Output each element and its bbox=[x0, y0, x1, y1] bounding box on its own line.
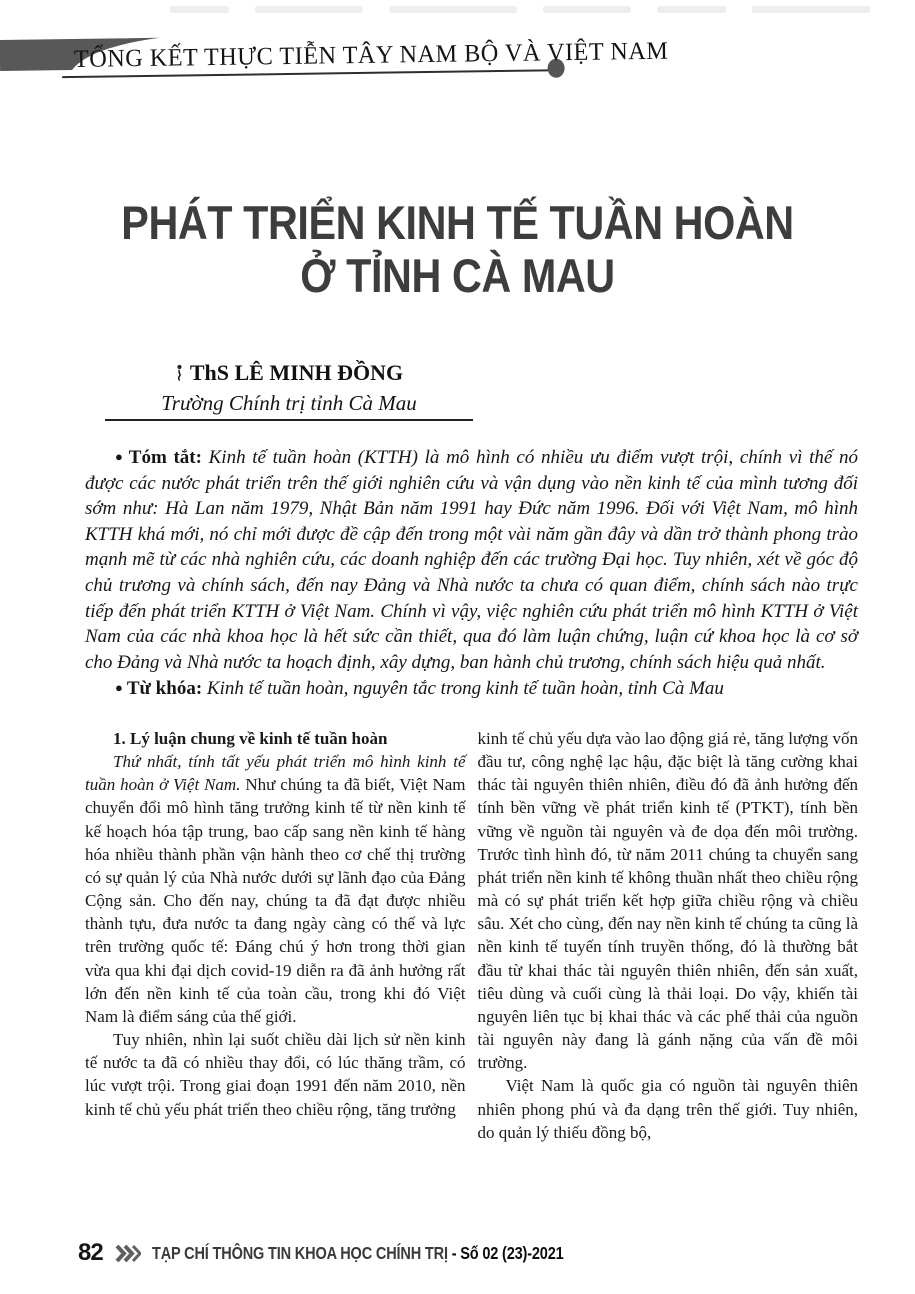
abstract-label: Tóm tắt: bbox=[128, 447, 202, 468]
keywords-bullet-icon: ● bbox=[115, 680, 123, 696]
footer-chevrons-icon bbox=[114, 1244, 141, 1263]
author-ornament-icon bbox=[175, 362, 184, 388]
section1-heading: 1. Lý luận chung về kinh tế tuần hoàn bbox=[113, 729, 388, 748]
abstract-section bbox=[85, 444, 858, 702]
page-bleed-artifact bbox=[170, 6, 870, 16]
abstract-bullet-icon: ● bbox=[115, 449, 125, 464]
paragraph1-rest: Như chúng ta đã biết, Việt Nam chuyển đổi mô hình tăng trưởng kinh tế từ nền kinh tế kế hoạch hóa tập trung, bao cấp sang nền kinh tế hàng hóa nhiều thành phần vận hành theo cơ chế thị trường có sự quản lý của Nhà nước dưới sự lãnh đạo của Đảng Cộng sản. Cho đến nay, chúng ta đã đạt được nhiều thành tựu, đưa nước ta đang ngày càng có thế và lực trên trường quốc tế: Đáng chú ý hơn trong thời gian vừa qua khi đại dịch covid-19 diễn ra đã ảnh hưởng rất lớn đến nền kinh tế của toàn cầu, trong khi đó Việt Nam là điểm sáng của thế giới. bbox=[85, 775, 466, 1026]
body-column-left bbox=[85, 727, 466, 1219]
article-title-line2: Ở TỈNH CÀ MAU bbox=[300, 249, 615, 302]
journal-section-header bbox=[0, 27, 669, 94]
footer-issue-number: - Số 02 (23)-2021 bbox=[451, 1242, 564, 1263]
page-footer bbox=[78, 1238, 648, 1268]
abstract-text: Kinh tế tuần hoàn (KTTH) là mô hình có nhiều ưu điểm vượt trội, chính vì thế nó được các nước phát triển trên thế giới nghiên cứu và vận dụng vào nền kinh tế của mình tương đối sớm như: Hà Lan năm 1979, Nhật Bản năm 1991 hay Đức năm 1996. Đối với Việt Nam, mô hình KTTH khá mới, nó chỉ mới được đề cập đến trong một vài năm gần đây và dần trở thành phong trào mạnh mẽ từ các nhà nghiên cứu, các doanh nghiệp đến các trường Đại học. Tuy nhiên, xét về góc độ chủ trương và chính sách, đến nay Đảng và Nhà nước ta chưa có quan điểm, chính sách nào trực tiếp đến phát triển KTTH ở Việt Nam. Chính vì vậy, việc nghiên cứu phát triển mô hình KTTH ở Việt Nam của các nhà khoa học là hết sức cần thiết, qua đó làm luận chứng, luận cứ khoa học là cơ sở cho Đảng và Nhà nước ta hoạch định, xây dựng, ban hành chủ trương, chính sách hiệu quả nhất. bbox=[85, 447, 858, 673]
keywords-label: Từ khóa: bbox=[126, 678, 203, 700]
page-number: 82 bbox=[78, 1239, 103, 1266]
article-title-line1: PHÁT TRIỂN KINH TẾ TUẦN HOÀN bbox=[121, 196, 794, 249]
footer-journal-title: TẠP CHÍ THÔNG TIN KHOA HỌC CHÍNH TRỊ bbox=[151, 1242, 448, 1263]
keywords-text: Kinh tế tuần hoàn, nguyên tắc trong kinh tế tuần hoàn, tỉnh Cà Mau bbox=[202, 678, 724, 700]
keywords-line bbox=[85, 675, 858, 702]
body-paragraph-3: kinh tế chủ yếu dựa vào lao động giá rẻ, tăng lượng vốn đầu tư, công nghệ lạc hậu, đặc biệt là tăng cường khai thác tài nguyên thiên nhiên, điều đó đã ảnh hưởng đến tính bền vững về phát triển kinh tế (PTKT), tính bền vững về nguồn tài nguyên và đe dọa đến môi trường. Trước tình hình đó, từ năm 2011 chúng ta chuyển sang phát triển nền kinh tế không thuần nhất theo chiều rộng mà có sự phát triển kết hợp giữa chiều rộng và chiều sâu. Xét cho cùng, đến nay nền kinh tế chúng ta cũng là nền kinh tế tuyến tính truyền thống, đó là thường bắt đầu từ khai thác tài nguyên thiên nhiên, đến sản xuất, tiêu dùng và cuối cùng là thải loại. Do vậy, khiến tài nguyên liên tục bị khai thác và các phế thải của nguồn tài nguyên này đang là gánh nặng của vấn đề môi trường. bbox=[477, 729, 858, 1073]
article-title bbox=[55, 196, 860, 302]
body-paragraph-4: Việt Nam là quốc gia có nguồn tài nguyên thiên nhiên phong phú và đa dạng trên thế giới. Tuy nhiên, do quản lý thiếu đồng bộ, bbox=[477, 1076, 858, 1142]
body-paragraph-1 bbox=[85, 750, 466, 1028]
author-affiliation: Trường Chính trị tỉnh Cà Mau bbox=[161, 391, 417, 415]
body-columns bbox=[85, 727, 858, 1219]
footer-journal-line bbox=[152, 1243, 564, 1264]
author-block bbox=[105, 360, 473, 416]
section-banner-label: TỔNG KẾT THỰC TIỄN TÂY NAM BỘ VÀ VIỆT NAM bbox=[73, 37, 669, 73]
paragraph1-italic-lead: Thứ nhất, tính tất yếu phát triển mô hình kinh tế tuần hoàn ở Việt Nam. bbox=[85, 752, 466, 795]
author-name: ThS LÊ MINH ĐỒNG bbox=[105, 360, 473, 388]
author-divider-rule bbox=[105, 419, 473, 421]
body-paragraph-2: Tuy nhiên, nhìn lại suốt chiều dài lịch sử nền kinh tế nước ta đã có nhiều thay đổi, có lúc thăng trầm, có lúc vượt trội. Trong giai đoạn 1991 đến năm 2010, nền kinh tế chủ yếu phát triển theo chiều rộng, tăng trưởng bbox=[85, 1030, 466, 1119]
body-column-right bbox=[478, 727, 859, 1219]
abstract-paragraph bbox=[85, 444, 858, 675]
